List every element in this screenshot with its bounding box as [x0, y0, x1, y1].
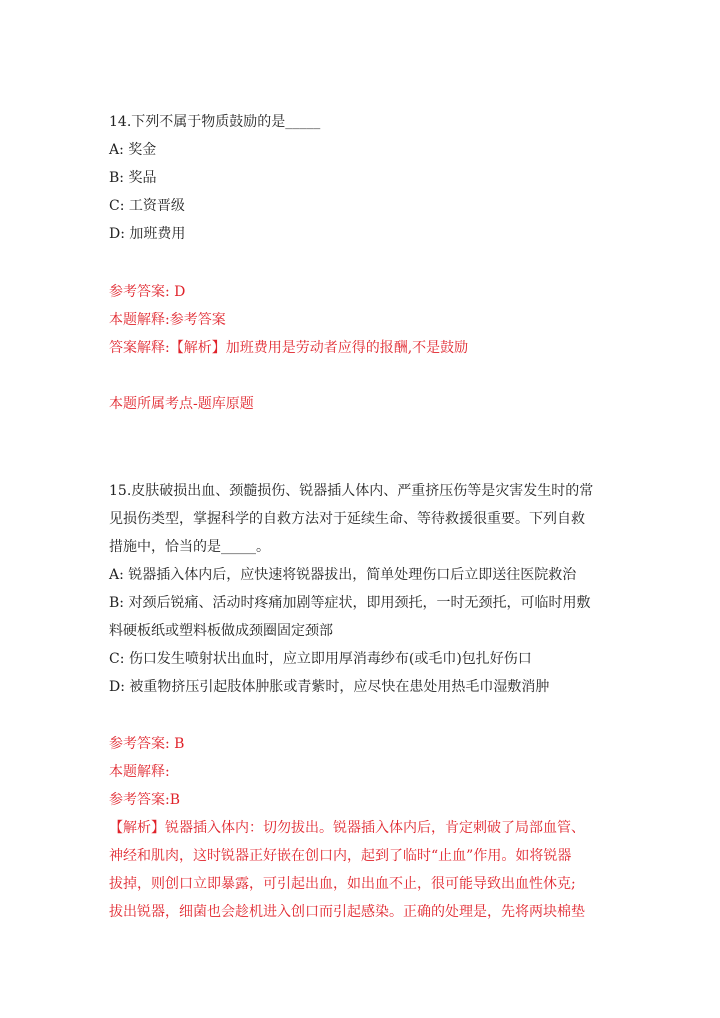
question-14-option-d: D: 加班费用	[109, 226, 186, 242]
question-15-text-line-2: 见损伤类型，掌握科学的自救方法对于延续生命、等待救援很重要。下列自救	[109, 511, 585, 527]
question-14-answer: 参考答案: D	[109, 284, 186, 300]
question-15-text-line-1: 15.皮肤破损出血、颈髓损伤、锐器插人体内、严重挤压伤等是灾害发生时的常	[109, 483, 594, 499]
question-15-explain-line-1: 【解析】锐器插入体内：切勿拔出。锐器插入体内后，肯定刺破了局部血管、	[109, 820, 585, 836]
question-14-text: 14.下列不属于物质鼓励的是_____	[109, 114, 321, 130]
question-14-explain-title: 本题解释:参考答案	[109, 312, 226, 328]
question-14-option-b: B: 奖品	[109, 170, 157, 186]
question-15-option-c: C: 伤口发生喷射状出血时，应立即用厚消毒纱布(或毛巾)包扎好伤口	[109, 651, 532, 667]
question-15-explain-answer: 参考答案:B	[109, 792, 181, 808]
question-15-explain-title: 本题解释:	[109, 764, 170, 780]
question-15-answer: 参考答案: B	[109, 736, 185, 752]
question-15-option-b-line-1: B: 对颈后锐痛、活动时疼痛加剧等症状，即用颈托，一时无颈托，可临时用敷	[109, 595, 591, 611]
question-15-option-b-line-2: 料硬板纸或塑料板做成颈圈固定颈部	[109, 623, 333, 639]
question-15-explain-line-3: 拔掉，则创口立即暴露，可引起出血，如出血不止，很可能导致出血性休克;	[109, 876, 576, 892]
question-15-option-a: A: 锐器插入体内后，应快速将锐器拔出，简单处理伤口后立即送往医院救治	[109, 567, 577, 583]
question-15-explain-line-4: 拔出锐器，细菌也会趁机进入创口而引起感染。正确的处理是，先将两块棉垫	[109, 904, 585, 920]
question-15-text-line-3: 措施中，恰当的是_____。	[109, 539, 270, 555]
question-15-option-d: D: 被重物挤压引起肢体肿胀或青紫时，应尽快在患处用热毛巾湿敷消肿	[109, 679, 550, 695]
question-14-option-a: A: 奖金	[109, 142, 157, 158]
question-14-category: 本题所属考点-题库原题	[109, 396, 254, 412]
question-15-explain-line-2: 神经和肌肉，这时锐器正好嵌在创口内，起到了临时“止血”作用。如将锐器	[109, 848, 572, 864]
question-14-option-c: C: 工资晋级	[109, 198, 185, 214]
question-14-explain-body: 答案解释:【解析】加班费用是劳动者应得的报酬,不是鼓励	[109, 340, 469, 356]
